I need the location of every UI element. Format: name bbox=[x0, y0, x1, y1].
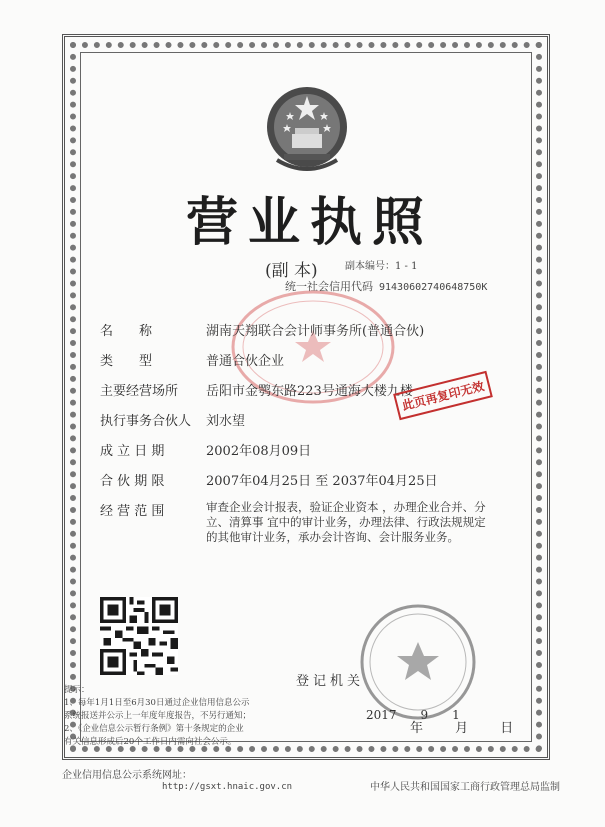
field-value: 2007年04月25日 至 2037年04月25日 bbox=[206, 474, 438, 489]
notes-block bbox=[64, 684, 304, 749]
credit-code-label: 统一社会信用代码 bbox=[285, 280, 373, 293]
field-label: 成 立 日 期 bbox=[100, 444, 165, 459]
notes-heading: 提示： bbox=[64, 685, 90, 695]
notes-line: 有关信息形成后20个工作日内需向社会公示。 bbox=[64, 737, 237, 747]
field-value: 刘水望 bbox=[206, 414, 246, 429]
registration-date-values: 2017 9 1 bbox=[366, 708, 460, 722]
qr-code-icon bbox=[100, 597, 178, 675]
field-label: 经 营 范 围 bbox=[100, 504, 165, 519]
field-label: 类 型 bbox=[100, 354, 153, 369]
national-emblem-icon bbox=[262, 82, 352, 177]
footer-website-label: 企业信用信息公示系统网址： bbox=[62, 770, 192, 781]
subtitle: (副 本) bbox=[265, 261, 318, 281]
field-value: 审查企业会计报表，验证企业资本 ，办理企业合并、分立、清算事 宜中的审计业务，办理法律、行政法规规定的其他审计业务，承办会计咨询、会计服务业务。 bbox=[206, 500, 486, 544]
footer-issuer: 中华人民共和国国家工商行政管理总局监制 bbox=[370, 782, 560, 793]
field-label: 主要经营场所 bbox=[100, 384, 179, 399]
registration-date-units: 年 月 日 bbox=[410, 721, 528, 736]
field-value: 湖南天翔联合会计师事务所(普通合伙) bbox=[206, 324, 425, 339]
footer-website bbox=[62, 766, 292, 792]
registration-authority-label: 登记机关 bbox=[296, 674, 365, 689]
field-value: 普通合伙企业 bbox=[206, 354, 285, 369]
field-label: 名 称 bbox=[100, 324, 153, 339]
notes-line: 2、《企业信息公示暂行条例》第十条规定的企业 bbox=[64, 724, 244, 734]
notes-line: 1、每年1月1日至6月30日通过企业信用信息公示 bbox=[64, 698, 250, 708]
credit-code-value: 91430602740648750K bbox=[379, 282, 488, 293]
notes-line: 系统报送并公示上一年度年度报告，不另行通知； bbox=[64, 711, 252, 721]
field-row-scope bbox=[100, 500, 520, 560]
no-copy-stamp: 此页再复印无效 bbox=[393, 371, 493, 420]
field-value: 岳阳市金鹗东路223号通海大楼九楼 bbox=[206, 384, 413, 399]
footer-website-url: http://gsxt.hnaic.gov.cn bbox=[162, 782, 293, 792]
field-label: 执行事务合伙人 bbox=[100, 414, 192, 429]
field-value: 2002年08月09日 bbox=[206, 444, 312, 459]
page-title: 营业执照 bbox=[185, 193, 434, 253]
copy-number: 副本编号：1 - 1 bbox=[345, 261, 418, 272]
field-label: 合 伙 期 限 bbox=[100, 474, 165, 489]
